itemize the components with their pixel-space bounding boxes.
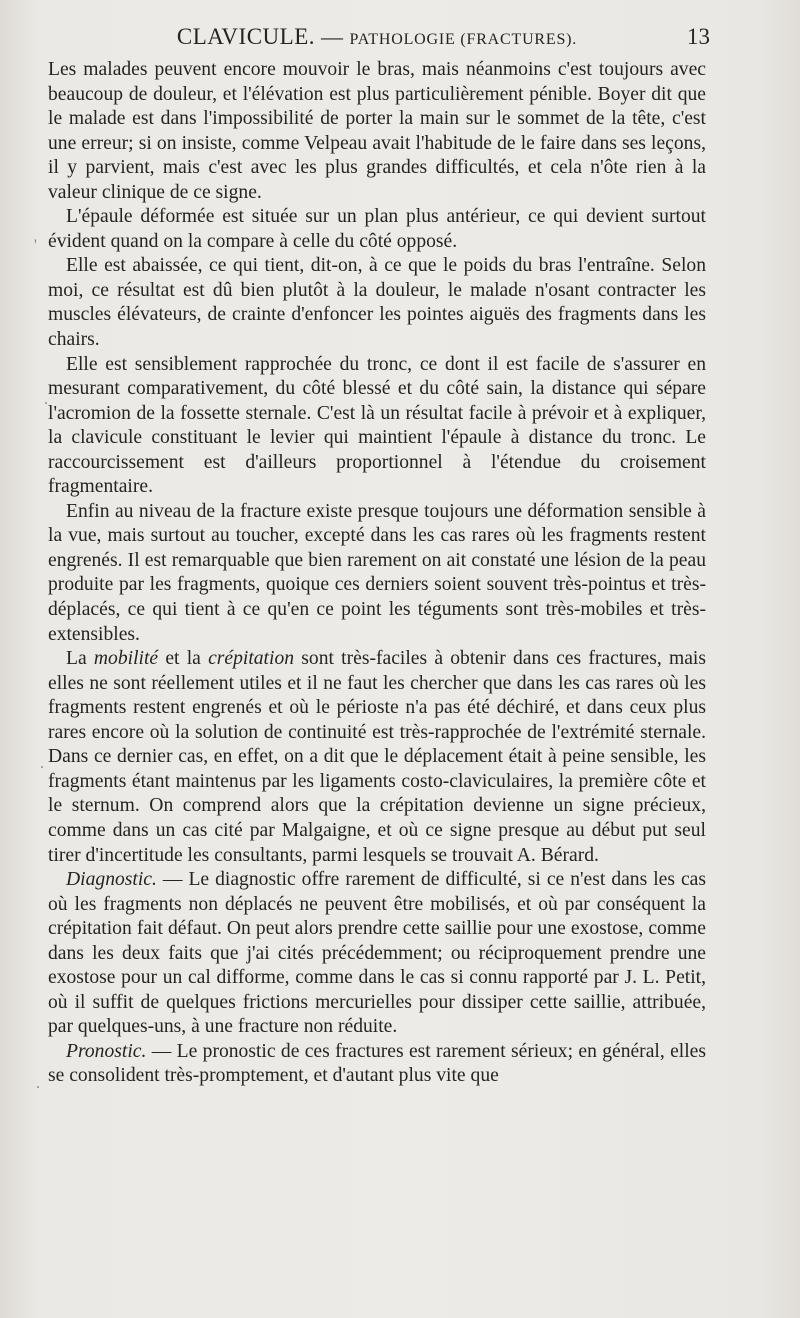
paragraph-shoulder-closer: Elle est sensiblement rapprochée du tronc, ce dont il est facile de s'assurer en mesurant comparativement, du côté blessé et du côté sain, la distance qui sépare l'acromion de la fossette sternale. C'est là un résultat facile à prévoir et à expliquer, la clavicule constituant le levier qui maintient l'épaule à distance du tronc. Le raccourcissement est d'ailleurs proportionnel à l'étendue du croisement fragmentaire. xyxy=(48,353,706,498)
margin-speck: . xyxy=(36,1075,40,1092)
margin-speck: . xyxy=(44,391,48,408)
margin-speck: . xyxy=(40,755,44,772)
page-number: 13 xyxy=(687,24,710,49)
paragraph-mobility-crepitation: La mobilité et la crépitation sont très-faciles à obtenir dans ces fractures, mais elles ne sont réellement utiles et il ne faut les chercher que dans les cas rares où les fragments restent engrenés et où le périoste n'a pas été déchiré, et dans ceux plus rares encore où la solution de continuité est très-rapprochée de l'extrémité sternale. Dans ce dernier cas, en effet, on a dit que le déplacement était à peine sensible, les fragments étant maintenus par les ligaments costo-claviculaires, la première côte et le sternum. On comprend alors que la crépitation devienne un signe précieux, comme dans un cas cité par Malgaigne, et où ce signe presque au début put seul tirer d'incertitude les consultants, parmi lesquels se trouvait A. Bérard. xyxy=(48,648,706,866)
paragraph-shoulder-lowered: Elle est abaissée, ce qui tient, dit-on, à ce que le poids du bras l'entraîne. Selon moi, ce résultat est dû bien plutôt à la douleur, le malade n'osant contracter les muscles élévateurs, de crainte d'enfoncer les pointes aiguës des fragments dans les chairs. xyxy=(48,255,706,351)
term-crepitation: crépitation xyxy=(208,648,295,670)
running-header xyxy=(48,20,710,54)
running-title xyxy=(48,20,706,57)
paragraph-shoulder-plane: L'épaule déformée est située sur un plan plus antérieur, ce qui devient surtout évident quand on la compare à celle du côté opposé. xyxy=(48,206,706,252)
running-title-dash: — xyxy=(315,24,350,49)
running-title-sub: PATHOLOGIE (FRACTURES). xyxy=(349,31,578,48)
paragraph-deformation: Enfin au niveau de la fracture existe presque toujours une déformation sensible à la vue, mais surtout au toucher, excepté dans les cas rares où les fragments restent engrenés. Il est remarquable que bien rarement on ait constaté une lésion de la peau produite par les fragments, quoique ces derniers soient souvent très-pointus et très-déplacés, ce qui tient à ce qu'en ce point les téguments sont très-mobiles et très-extensibles. xyxy=(48,500,706,645)
page-body xyxy=(48,58,706,1089)
running-title-main: CLAVICULE. xyxy=(176,24,315,49)
margin-speck: ' xyxy=(34,237,37,254)
paragraph-symptoms-mobility: Les malades peuvent encore mouvoir le bras, mais néanmoins c'est toujours avec beaucoup de douleur, et l'élévation est plus particulièrement pénible. Boyer dit que le malade est dans l'impossibilité de porter la main sur le sommet de la tête, c'est une erreur; si on insiste, comme Velpeau avait l'habitude de le faire dans ses leçons, il y parvient, mais c'est avec les plus grandes difficultés, et cela n'ôte rien à la valeur clinique de ce signe. xyxy=(48,59,706,203)
heading-pronostic: Pronostic. xyxy=(66,1040,147,1062)
term-mobility: mobilité xyxy=(93,648,159,670)
paragraph-pronostic: Pronostic. — Le pronostic de ces fractures est rarement sérieux; en général, elles se consolident très-promptement, et d'autant plus vite que xyxy=(48,1040,706,1087)
heading-diagnostic: Diagnostic. xyxy=(66,869,157,891)
paragraph-diagnostic: Diagnostic. — Le diagnostic offre rarement de difficulté, si ce n'est dans les cas où les fragments non déplacés ne peuvent être mobilisés, et où par conséquent la crépitation fait défaut. On peut alors prendre cette saillie pour une exostose, comme dans les deux faits que j'ai cités précédemment; ou réciproquement prendre une exostose pour un cal difforme, comme dans le cas si connu rapporté par J. L. Petit, où il suffit de quelques frictions mercurielles pour dissiper cette saillie, attribuée, par quelques-uns, à une fracture non réduite. xyxy=(48,869,706,1038)
